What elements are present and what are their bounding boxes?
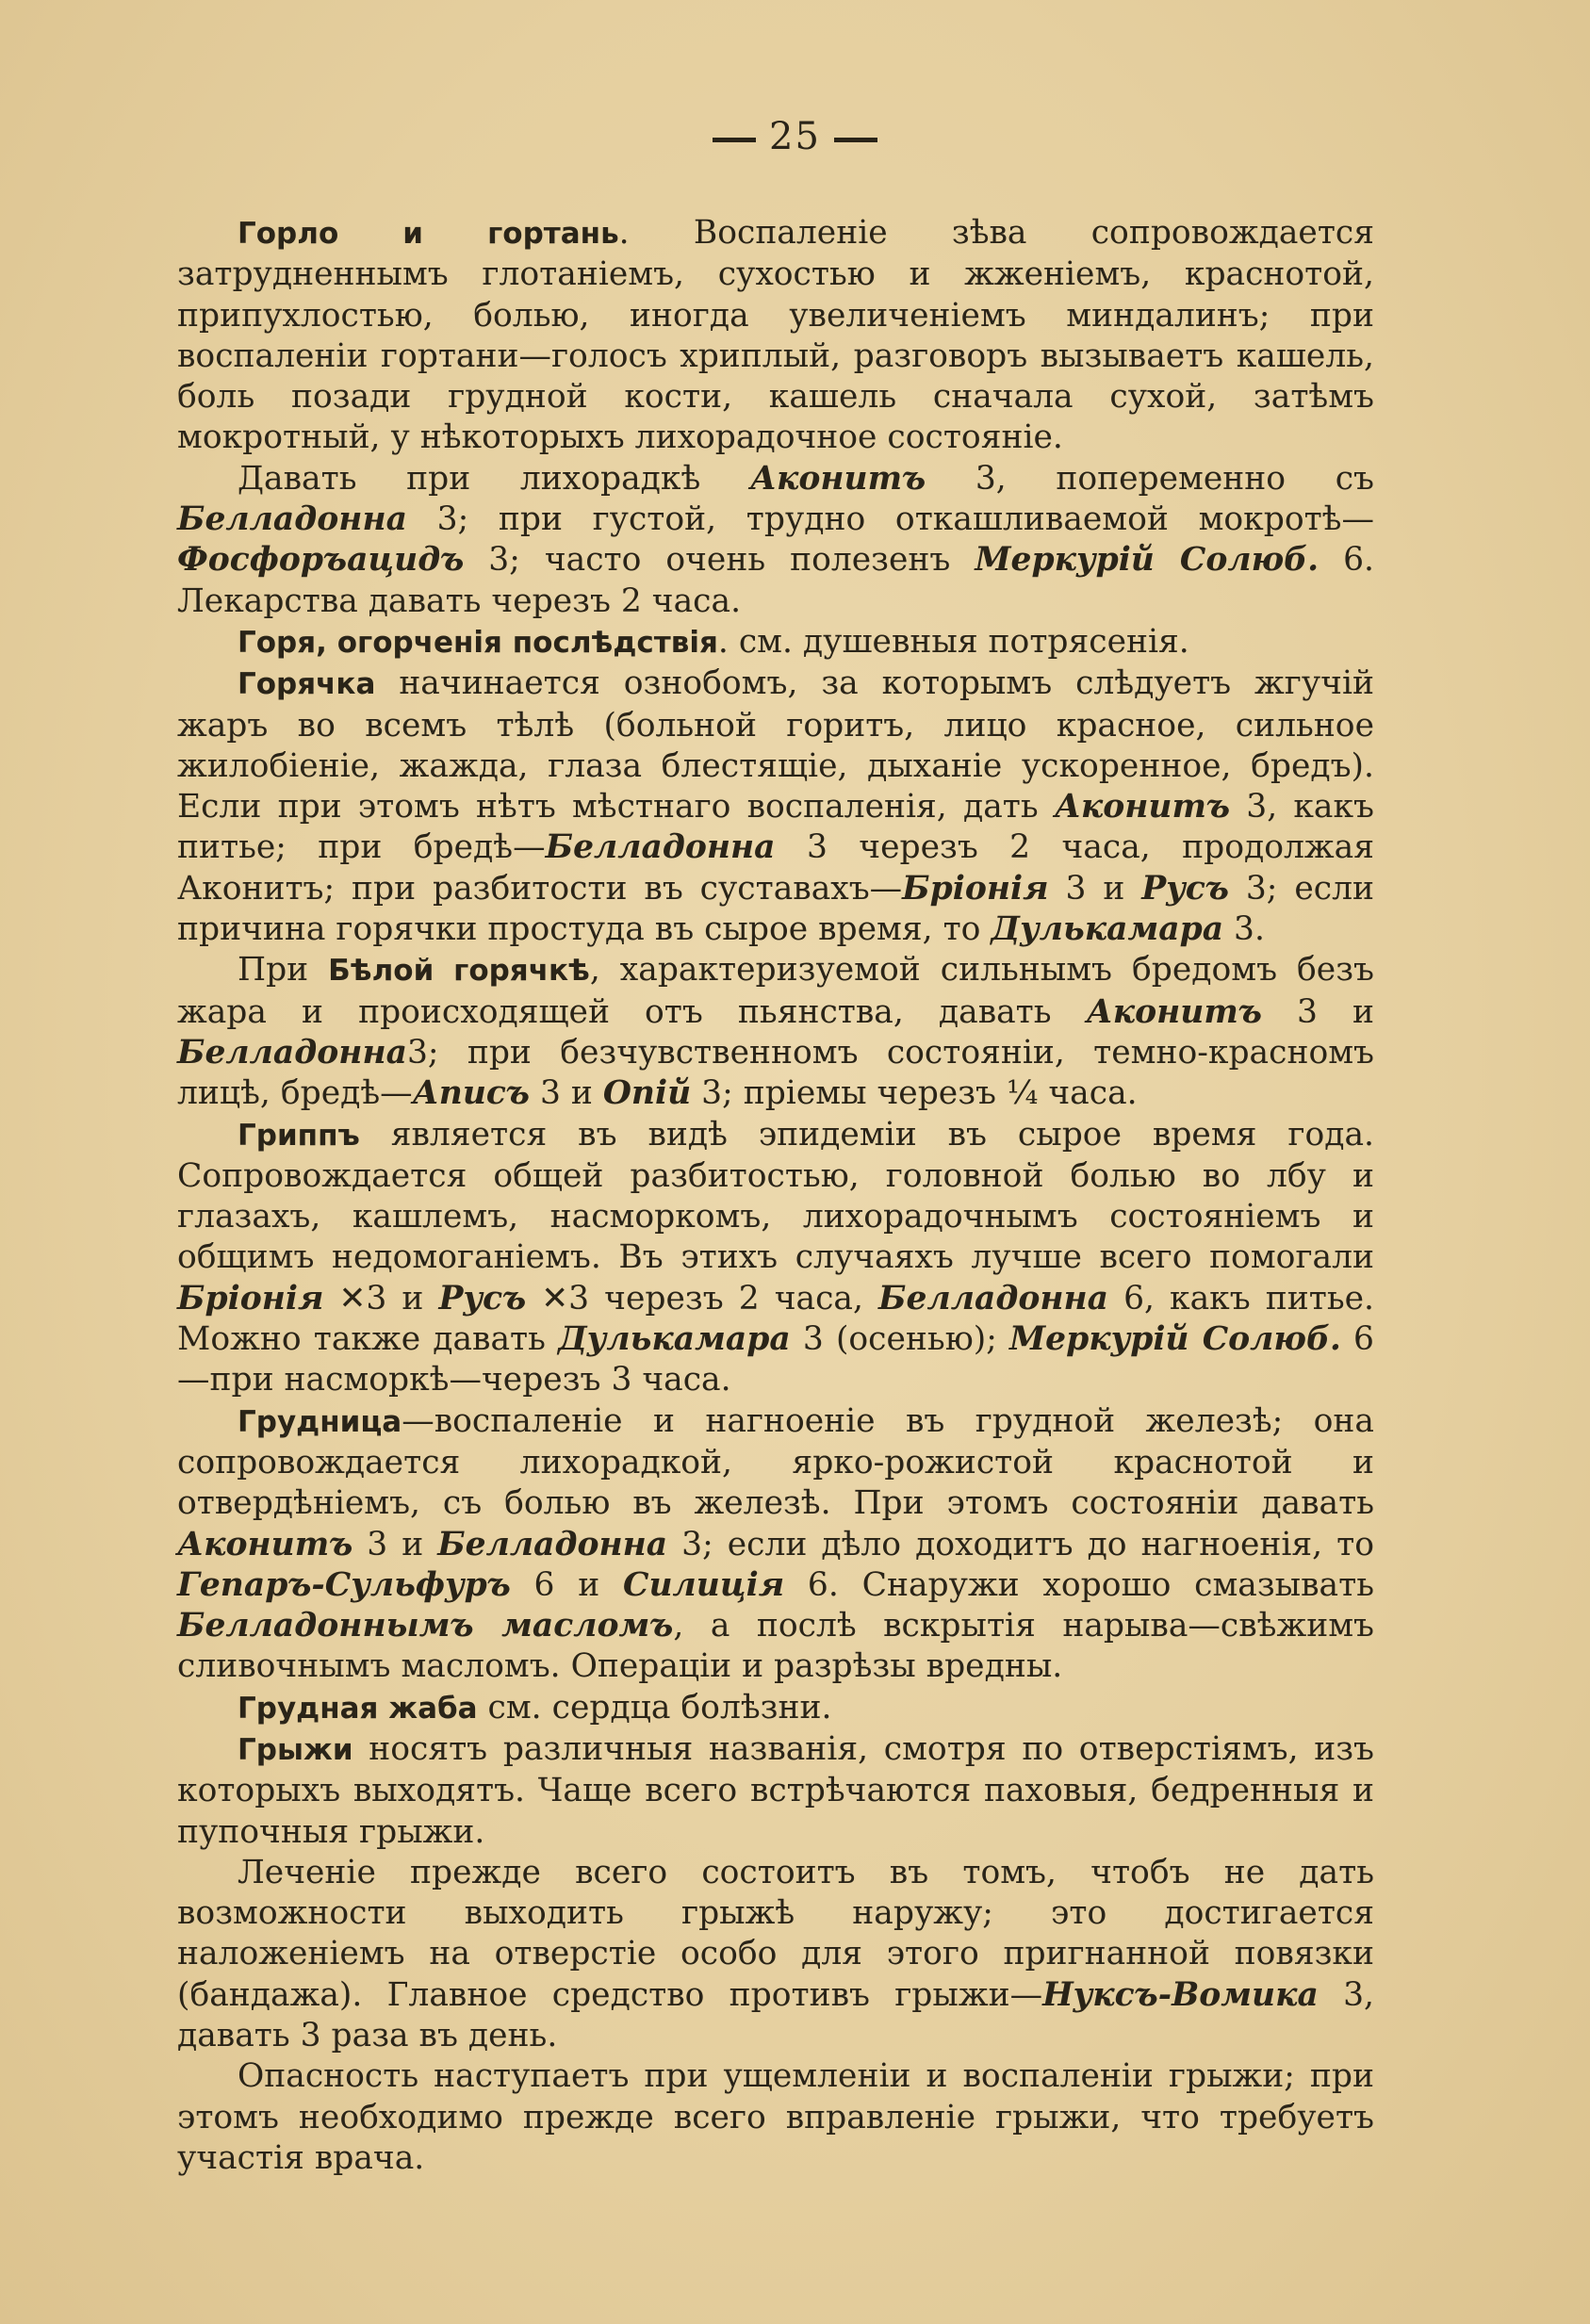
remedy-name: Белладонна bbox=[177, 500, 407, 539]
text-run: начинается ознобомъ, за которымъ слѣдуетъ жгучій жаръ во всемъ тѣлѣ (больной горитъ, лицо красное, сильное жилобіеніе, жажда, глаза блестящіе, дыханіе ускоренное, бредъ). Если при этомъ нѣтъ мѣстнаго воспаленія, дать bbox=[177, 664, 1374, 826]
text-run: 3, давать 3 раза въ день. bbox=[177, 1975, 1374, 2055]
text-run: 3; часто очень полезенъ bbox=[464, 541, 975, 580]
entry-heading: Грыжи bbox=[238, 1732, 353, 1767]
text-run: 3. bbox=[1223, 910, 1265, 949]
paragraph bbox=[177, 1688, 1374, 1729]
paragraph bbox=[177, 459, 1374, 622]
text-run: , а послѣ вскрытія нарыва—свѣжимъ сливочнымъ масломъ. Операціи и разрѣзы вредны. bbox=[177, 1607, 1374, 1686]
remedy-name: Фосфоръацидъ bbox=[177, 541, 465, 580]
text-run: 3, какъ питье; при бредѣ— bbox=[177, 788, 1374, 867]
paragraph bbox=[177, 2056, 1374, 2179]
text-run: Давать при лихорадкѣ bbox=[238, 459, 750, 498]
text-run: 3; при густой, трудно откашливаемой мокротѣ— bbox=[406, 500, 1374, 539]
paragraph bbox=[177, 622, 1374, 663]
remedy-name: Бріонія bbox=[902, 869, 1049, 908]
remedy-name: Дулькамара bbox=[558, 1320, 791, 1359]
entry-heading: Гриппъ bbox=[238, 1118, 360, 1153]
paragraph bbox=[177, 950, 1374, 1114]
text-run: 3 и bbox=[1048, 869, 1142, 908]
remedy-name: Белладонна bbox=[545, 828, 776, 867]
text-run: 3 и bbox=[1261, 992, 1374, 1031]
paragraph bbox=[177, 1853, 1374, 2056]
text-run: —воспаленіе и нагноеніе въ грудной железѣ; она сопровождается лихорадкой, ярко-рожистой краснотой и отвердѣніемъ, съ болью въ железѣ. При этомъ состояніи давать bbox=[177, 1401, 1374, 1523]
page-number bbox=[0, 115, 1590, 158]
text-run: 3; если дѣло доходитъ до нагноенія, то bbox=[667, 1525, 1374, 1563]
remedy-name: Нуксъ-Вомика bbox=[1042, 1975, 1319, 2014]
text-run: Леченіе прежде всего состоитъ въ томъ, чтобъ не дать возможности выходить грыжѣ наружу; это достигается наложеніемъ на отверстіе особо для этого пригнанной повязки (бандажа). Главное средство противъ грыжи— bbox=[177, 1853, 1374, 2014]
text-run: 3 и bbox=[530, 1074, 603, 1113]
remedy-name: Опій bbox=[602, 1074, 692, 1113]
remedy-name: Русъ bbox=[1141, 869, 1229, 908]
text-run: 3; пріемы черезъ ¼ часа. bbox=[691, 1074, 1138, 1113]
text-run: 6, какъ питье. Можно также давать bbox=[177, 1279, 1374, 1359]
page-number-dash-right bbox=[834, 138, 877, 142]
text-run: 6—при насморкѣ—черезъ 3 часа. bbox=[177, 1320, 1374, 1399]
page-number-dash-left bbox=[713, 138, 756, 142]
remedy-name: Меркурій Солюб. bbox=[975, 541, 1320, 580]
text-run: 3 и bbox=[352, 1525, 438, 1563]
remedy-name: Белладоннымъ масломъ bbox=[177, 1607, 674, 1645]
remedy-name: Белладонна bbox=[878, 1279, 1108, 1317]
text-run: При bbox=[238, 951, 329, 990]
remedy-name: Аконитъ bbox=[1086, 992, 1262, 1031]
remedy-name: Меркурій Солюб. bbox=[1008, 1320, 1341, 1359]
text-run: . см. душевныя потрясенія. bbox=[717, 622, 1189, 661]
text-run: ✕3 черезъ 2 часа, bbox=[526, 1279, 879, 1317]
entry-heading: Грудная жаба bbox=[238, 1691, 478, 1726]
paragraph bbox=[177, 1729, 1374, 1853]
remedy-name: Аконитъ bbox=[1054, 788, 1231, 826]
text-run: 6. Лекарства давать черезъ 2 часа. bbox=[177, 541, 1374, 620]
remedy-name: Аписъ bbox=[412, 1074, 531, 1113]
paragraph bbox=[177, 663, 1374, 950]
remedy-name: Силиція bbox=[623, 1565, 785, 1604]
text-run: 3 черезъ 2 часа, продолжая Аконитъ; при разбитости въ суставахъ— bbox=[177, 828, 1375, 908]
text-run: является въ видѣ эпидеміи въ сырое время года. Сопровождается общей разбитостью, головной болью во лбу и глазахъ, кашлемъ, насморкомъ, лихорадочнымъ состояніемъ и общимъ недомоганіемъ. Въ этихъ случаяхъ лучше всего помогали bbox=[177, 1115, 1374, 1277]
remedy-name: Белладонна bbox=[437, 1525, 668, 1563]
text-run: 3; если причина горячки простуда въ сырое время, то bbox=[177, 869, 1374, 949]
text-run: 3; при безчувственномъ состояніи, темно-красномъ лицѣ, бредѣ— bbox=[177, 1033, 1374, 1113]
paragraph bbox=[177, 213, 1374, 459]
entry-heading: Горло и гортань bbox=[238, 217, 619, 251]
remedy-name: Русъ bbox=[438, 1279, 527, 1317]
text-run: Опасность наступаетъ при ущемленіи и воспаленіи грыжи; при этомъ необходимо прежде всего вправленіе грыжи, что требуетъ участія врача. bbox=[177, 2057, 1374, 2177]
page-number-value: 25 bbox=[769, 115, 821, 158]
text-run: см. сердца болѣзни. bbox=[477, 1688, 832, 1727]
paragraph bbox=[177, 1115, 1374, 1401]
text-run: носятъ различныя названія, смотря по отверстіямъ, изъ которыхъ выходятъ. Чаще всего встрѣчаются паховыя, бедренныя и пупочныя грыжи. bbox=[177, 1729, 1374, 1851]
text-run: 6. Снаружи хорошо смазывать bbox=[784, 1565, 1374, 1604]
text-run: , характеризуемой сильнымъ бредомъ безъ жара и происходящей отъ пьянства, давать bbox=[177, 951, 1374, 1031]
text-run: . Воспаленіе зѣва сопровождается затрудненнымъ глотаніемъ, сухостью и жженіемъ, краснотой, припухлостью, болью, иногда увеличеніемъ миндалинъ; при воспаленіи гортани—голосъ хриплый, разговоръ вызываетъ кашель, боль позади грудной кости, кашель сначала сухой, затѣмъ мокротный, у нѣкоторыхъ лихорадочное состояніе. bbox=[177, 214, 1375, 457]
entry-heading: Горя, огорченія послѣдствія bbox=[238, 625, 718, 660]
entry-heading: Горячка bbox=[238, 667, 376, 702]
remedy-name: Бріонія bbox=[177, 1279, 324, 1317]
paragraph bbox=[177, 1401, 1374, 1688]
remedy-name: Аконитъ bbox=[749, 459, 926, 498]
text-run: 6 и bbox=[510, 1565, 624, 1604]
text-run: 3, попеременно съ bbox=[926, 459, 1374, 498]
remedy-name: Аконитъ bbox=[177, 1525, 353, 1563]
remedy-name: Белладонна bbox=[177, 1033, 407, 1072]
remedy-name: Дулькамара bbox=[991, 910, 1224, 949]
entry-heading: Бѣлой горячкѣ bbox=[328, 954, 590, 989]
text-run: 3 (осенью); bbox=[790, 1320, 1009, 1359]
entry-heading: Грудница bbox=[238, 1404, 402, 1439]
remedy-name: Гепаръ-Сульфуръ bbox=[177, 1565, 511, 1604]
text-run: ✕3 и bbox=[323, 1279, 439, 1317]
body-text bbox=[177, 213, 1374, 2179]
